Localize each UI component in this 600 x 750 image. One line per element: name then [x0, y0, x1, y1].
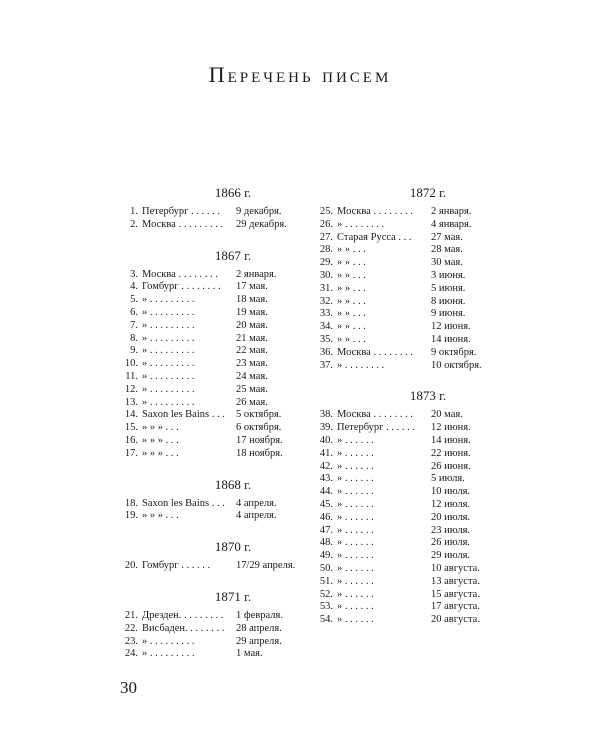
entry-number: 3.: [130, 268, 138, 280]
entry-date: 25 мая.: [236, 383, 268, 395]
entry-place: » . . . . . . . . .: [142, 358, 195, 370]
entry-number: 17.: [124, 447, 138, 459]
entry-place: » . . . . . .: [337, 524, 374, 536]
letter-entry: [313, 232, 543, 245]
entry-date: 29 апреля.: [236, 635, 282, 647]
year-heading: 1871 г.: [214, 588, 252, 604]
entry-place: » . . . . . . . . .: [142, 332, 195, 344]
entry-place: » . . . . . . . .: [337, 359, 385, 371]
entry-place: » » . . .: [337, 282, 366, 294]
entry-number: 4.: [130, 281, 138, 293]
entry-place: » » . . .: [337, 244, 366, 256]
entry-date: 14 июня.: [431, 333, 471, 345]
entry-date: 4 апреля.: [236, 510, 277, 522]
entry-place: » » . . .: [337, 257, 366, 269]
entry-date: 1 февраля.: [236, 609, 283, 621]
entry-place: » . . . . . . . . .: [142, 345, 195, 357]
entry-number: 46.: [319, 511, 333, 523]
letter-entry: [313, 550, 543, 563]
entry-place: Петербург . . . . . .: [337, 422, 415, 434]
letter-entry: [313, 422, 543, 435]
entry-number: 22.: [124, 622, 138, 634]
entry-number: 54.: [319, 614, 333, 626]
entry-place: » . . . . . . . . .: [142, 294, 195, 306]
letter-entry: [313, 461, 543, 474]
entry-date: 23 июля.: [431, 524, 471, 536]
entry-place: » . . . . . . . . .: [142, 319, 195, 331]
letter-entry: [313, 308, 543, 321]
entry-number: 45.: [319, 498, 333, 510]
page-number: 30: [120, 678, 137, 697]
entry-number: 50.: [319, 562, 333, 574]
entry-date: 9 июня.: [431, 308, 466, 320]
letter-entry: [313, 473, 543, 486]
entry-date: 2 января.: [431, 206, 472, 217]
entry-date: 9 декабря.: [236, 206, 282, 217]
entry-date: 1 мая.: [236, 648, 263, 660]
entry-place: Дрезден. . . . . . . . .: [142, 609, 224, 621]
entry-place: Москва . . . . . . . . .: [142, 218, 224, 230]
entry-date: 10 июля.: [431, 486, 471, 498]
entry-number: 52.: [319, 588, 333, 600]
entry-date: 6 октября.: [236, 422, 282, 434]
entry-date: 4 января.: [431, 218, 472, 230]
entry-date: 20 августа.: [431, 614, 480, 626]
entry-date: 19 мая.: [236, 306, 268, 318]
entry-number: 32.: [319, 295, 333, 307]
letter-entry: [313, 244, 543, 257]
letter-entry: [313, 321, 543, 334]
entry-date: 29 июля.: [431, 550, 471, 562]
entry-number: 51.: [319, 575, 333, 587]
entry-place: Гомбург . . . . . . . .: [142, 281, 221, 293]
letter-entry: [313, 219, 543, 232]
entry-place: » . . . . . .: [337, 434, 374, 446]
entry-date: 22 июня.: [431, 447, 471, 459]
entry-place: Москва . . . . . . . .: [142, 268, 218, 280]
entry-place: Москва . . . . . . . .: [337, 409, 413, 421]
letter-entry: [313, 486, 543, 499]
entry-number: 20.: [124, 560, 138, 572]
entry-date: 22 мая.: [236, 345, 268, 357]
entry-date: 12 июня.: [431, 321, 471, 333]
entry-place: » . . . . . . . . .: [142, 383, 195, 395]
entry-place: » . . . . . .: [337, 460, 374, 472]
letter-entry: [313, 601, 543, 614]
entry-date: 12 июля.: [431, 498, 471, 510]
entry-place: » . . . . . .: [337, 486, 374, 498]
entry-number: 42.: [319, 460, 333, 472]
entry-place: » . . . . . . . . .: [142, 370, 195, 382]
entry-number: 29.: [319, 257, 333, 269]
entry-date: 20 июля.: [431, 511, 471, 523]
entry-date: 5 июня.: [431, 282, 466, 294]
year-heading: 1872 г.: [409, 185, 447, 200]
entry-number: 44.: [319, 486, 333, 498]
letter-entry: [313, 347, 543, 360]
entry-place: » . . . . . . . . .: [142, 306, 195, 318]
entry-number: 9.: [130, 345, 138, 357]
entry-date: 5 июля.: [431, 473, 465, 485]
entry-date: 15 августа.: [431, 588, 480, 600]
entry-place: Петербург . . . . . .: [142, 206, 220, 217]
entry-number: 13.: [124, 396, 138, 408]
entry-number: 48.: [319, 537, 333, 549]
entry-number: 40.: [319, 434, 333, 446]
entry-date: 21 мая.: [236, 332, 268, 344]
entry-place: Старая Русса . . .: [337, 231, 412, 243]
entry-date: 26 июля.: [431, 537, 471, 549]
entry-date: 27 мая.: [431, 231, 463, 243]
entry-place: » » » . . .: [142, 434, 179, 446]
entry-number: 11.: [125, 370, 138, 382]
entry-date: 5 октября.: [236, 409, 282, 421]
entry-number: 18.: [124, 497, 138, 509]
entry-place: » . . . . . . . .: [337, 218, 385, 230]
entry-number: 38.: [319, 409, 333, 421]
entry-date: 26 июня.: [431, 460, 471, 472]
letter-entry: [313, 283, 543, 296]
entry-date: 18 ноября.: [236, 447, 283, 459]
page-title: Перечень писем: [208, 62, 392, 87]
entry-date: 26 мая.: [236, 396, 268, 408]
entry-date: 14 июня.: [431, 434, 471, 446]
year-heading: 1867 г.: [214, 247, 252, 263]
entry-number: 31.: [319, 282, 333, 294]
entry-date: 2 января.: [236, 268, 277, 280]
entry-number: 43.: [319, 473, 333, 485]
entry-number: 1.: [130, 206, 138, 217]
entry-number: 39.: [319, 422, 333, 434]
entry-place: » » . . .: [337, 295, 366, 307]
entry-date: 29 декабря.: [236, 218, 287, 230]
entry-place: » . . . . . .: [337, 537, 374, 549]
entry-number: 2.: [130, 218, 138, 230]
entry-place: » . . . . . .: [337, 511, 374, 523]
letter-entry: [313, 435, 543, 448]
entry-date: 17 мая.: [236, 281, 268, 293]
entry-number: 7.: [130, 319, 138, 331]
entry-place: » » » . . .: [142, 447, 179, 459]
entry-place: » . . . . . .: [337, 447, 374, 459]
entry-date: 20 мая.: [431, 409, 463, 421]
entry-number: 12.: [124, 383, 138, 395]
entry-date: 17 августа.: [431, 601, 480, 613]
entry-place: » » » . . .: [142, 422, 179, 434]
entry-date: 28 апреля.: [236, 622, 282, 634]
entry-date: 18 мая.: [236, 294, 268, 306]
letter-entry: [313, 537, 543, 550]
entry-number: 6.: [130, 306, 138, 318]
entry-place: Saxon les Bains . . .: [142, 409, 225, 421]
entry-place: Висбаден. . . . . . . .: [142, 622, 225, 634]
letter-entry: [313, 499, 543, 512]
entry-number: 27.: [319, 231, 333, 243]
entry-place: » . . . . . .: [337, 550, 374, 562]
entry-place: » . . . . . .: [337, 575, 374, 587]
entry-number: 49.: [319, 550, 333, 562]
entry-number: 28.: [319, 244, 333, 256]
entry-place: » . . . . . . . . .: [142, 648, 195, 660]
entry-date: 3 июня.: [431, 269, 466, 281]
entry-number: 41.: [319, 447, 333, 459]
entry-date: 12 июня.: [431, 422, 471, 434]
entry-place: » » . . .: [337, 308, 366, 320]
entry-place: » » . . .: [337, 333, 366, 345]
entry-number: 36.: [319, 346, 333, 358]
letter-entry: [313, 448, 543, 461]
letter-entry: [118, 648, 348, 661]
letter-entry: [313, 512, 543, 525]
letters-column-right: [313, 185, 543, 643]
letter-entry: [313, 589, 543, 602]
entry-number: 24.: [124, 648, 138, 660]
year-group: [313, 388, 543, 627]
entry-date: 4 апреля.: [236, 497, 277, 509]
entry-date: 8 июня.: [431, 295, 466, 307]
entry-number: 19.: [124, 510, 138, 522]
entry-place: » . . . . . .: [337, 562, 374, 574]
entry-date: 24 мая.: [236, 370, 268, 382]
entry-place: Москва . . . . . . . .: [337, 206, 413, 217]
entry-place: » » » . . .: [142, 510, 179, 522]
entry-number: 21.: [124, 609, 138, 621]
year-heading: 1868 г.: [214, 476, 252, 492]
entry-place: » . . . . . .: [337, 473, 374, 485]
letter-entry: [313, 360, 543, 373]
entry-place: » » . . .: [337, 269, 366, 281]
year-heading: 1866 г.: [214, 185, 252, 200]
entry-date: 28 мая.: [431, 244, 463, 256]
entry-number: 23.: [124, 635, 138, 647]
year-heading: 1870 г.: [214, 539, 252, 555]
entry-number: 5.: [130, 294, 138, 306]
letter-entry: [313, 525, 543, 538]
entry-number: 26.: [319, 218, 333, 230]
letter-entry: [313, 576, 543, 589]
entry-date: 23 мая.: [236, 358, 268, 370]
entry-place: » . . . . . .: [337, 614, 374, 626]
letter-entry: [313, 563, 543, 576]
entry-number: 16.: [124, 434, 138, 446]
letter-entry: [313, 409, 543, 422]
letter-entry: [313, 257, 543, 270]
entry-date: 17 ноября.: [236, 434, 283, 446]
entry-number: 47.: [319, 524, 333, 536]
entry-date: 17/29 апреля.: [236, 560, 296, 572]
entry-date: 10 октября.: [431, 359, 482, 371]
letter-entry: [313, 334, 543, 347]
entry-place: Москва . . . . . . . .: [337, 346, 413, 358]
entry-place: Гомбург . . . . . .: [142, 560, 211, 572]
entry-number: 33.: [319, 308, 333, 320]
entry-place: » . . . . . .: [337, 601, 374, 613]
entry-number: 35.: [319, 333, 333, 345]
entry-place: » . . . . . . . . .: [142, 396, 195, 408]
entry-date: 30 мая.: [431, 257, 463, 269]
entry-number: 30.: [319, 269, 333, 281]
entry-place: » . . . . . .: [337, 498, 374, 510]
entry-number: 34.: [319, 321, 333, 333]
letter-entry: [313, 270, 543, 283]
entry-number: 37.: [319, 359, 333, 371]
entry-place: Saxon les Bains . . .: [142, 497, 225, 509]
entry-place: » » . . .: [337, 321, 366, 333]
entry-place: » . . . . . .: [337, 588, 374, 600]
letter-entry: [313, 614, 543, 627]
letter-entry: [313, 206, 543, 219]
letter-entry: [313, 296, 543, 309]
entry-number: 15.: [124, 422, 138, 434]
entry-number: 53.: [319, 601, 333, 613]
entry-number: 10.: [124, 358, 138, 370]
year-group: [313, 185, 543, 372]
entry-place: » . . . . . . . . .: [142, 635, 195, 647]
entry-date: 9 октября.: [431, 346, 477, 358]
entry-number: 14.: [124, 409, 138, 421]
entry-date: 10 августа.: [431, 562, 480, 574]
entry-number: 25.: [319, 206, 333, 217]
entry-number: 8.: [130, 332, 138, 344]
year-heading: 1873 г.: [409, 388, 447, 404]
entry-date: 20 мая.: [236, 319, 268, 331]
entry-date: 13 августа.: [431, 575, 480, 587]
